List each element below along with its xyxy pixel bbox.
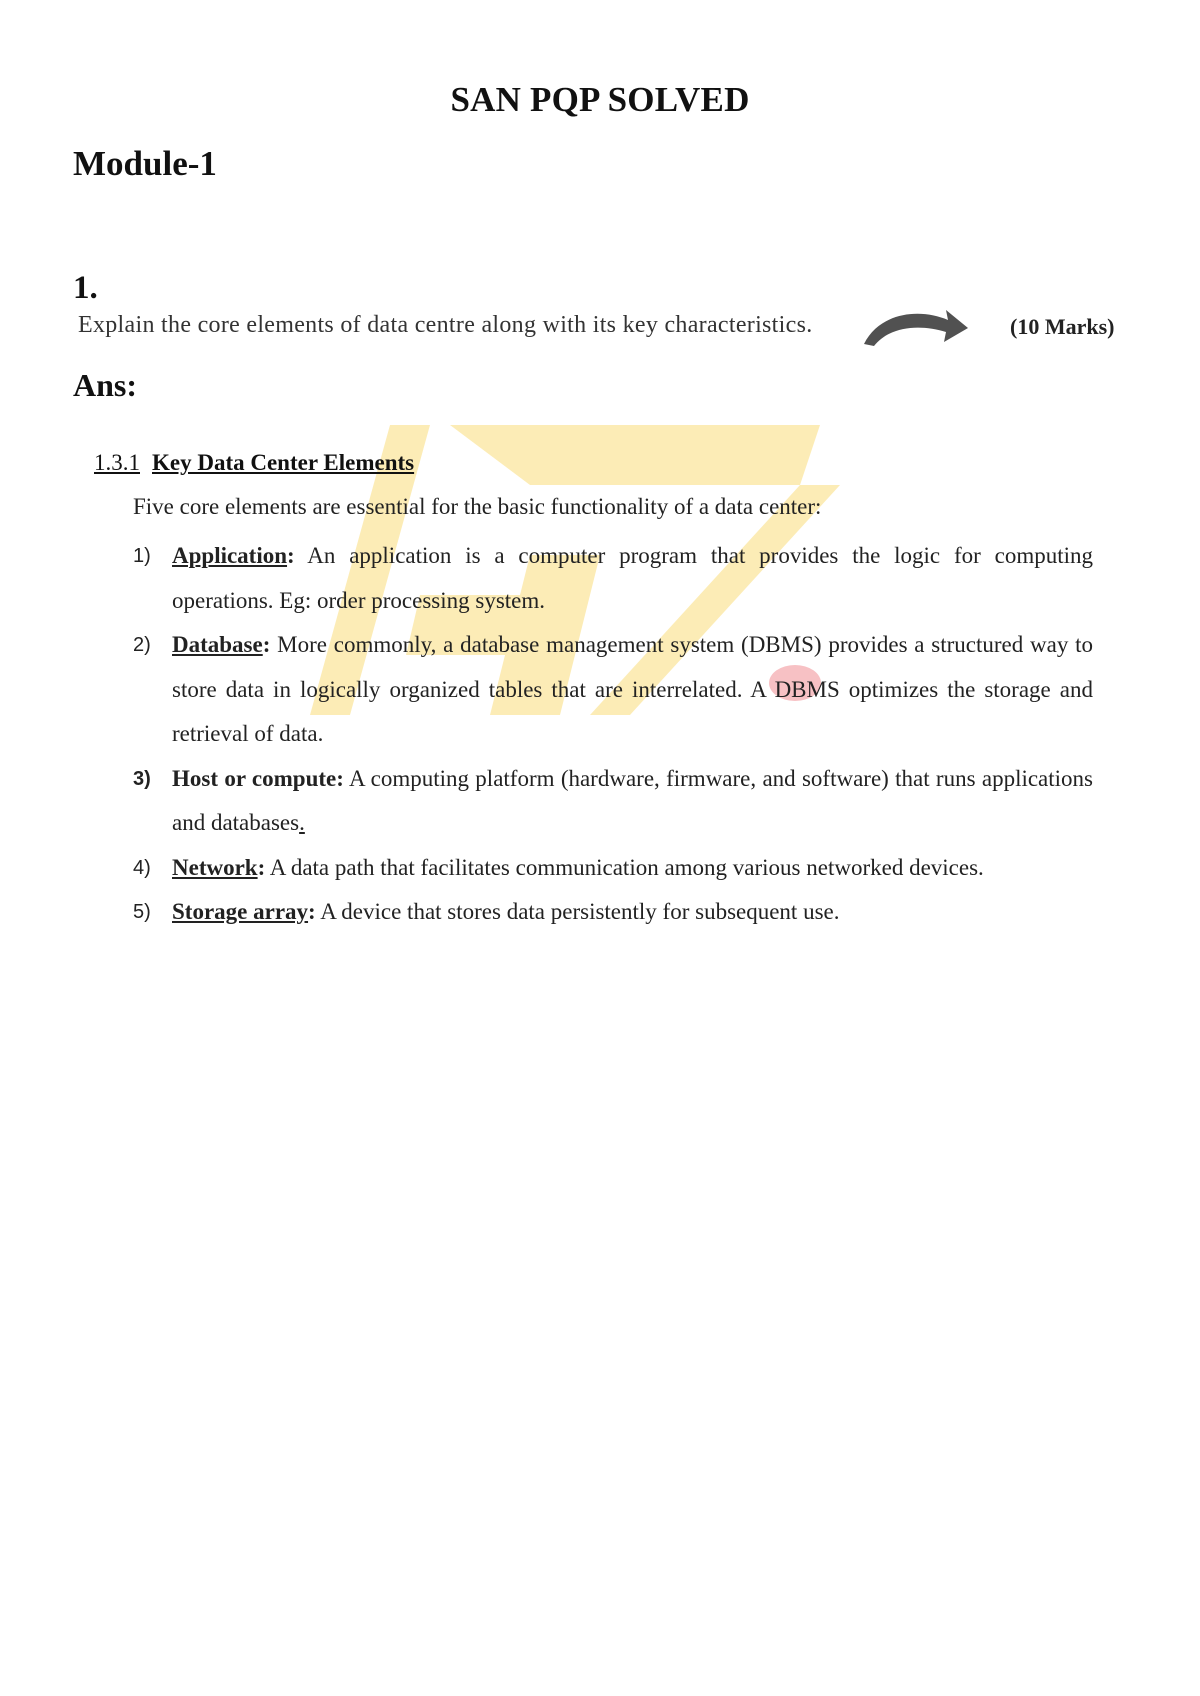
list-item: [133, 757, 1093, 846]
list-item: [133, 623, 1093, 757]
list-marker: 4): [133, 856, 151, 879]
answer-label: Ans:: [73, 367, 138, 403]
item-term: Storage array: [172, 899, 309, 924]
section-number: 1.3.1: [94, 450, 140, 475]
item-term: Application: [172, 543, 288, 568]
arrow-mark-icon: [860, 306, 970, 350]
item-colon: :: [262, 632, 271, 657]
item-term: Host or compute:: [172, 765, 344, 791]
module-heading: Module-1: [73, 144, 217, 183]
list-marker: 2): [133, 634, 151, 656]
item-term: Network: [172, 854, 258, 880]
list-item: [133, 534, 1093, 623]
list-marker: 3): [133, 767, 151, 790]
list-marker: 5): [133, 901, 151, 923]
section-title: Key Data Center Elements: [152, 450, 415, 475]
item-trailing: .: [299, 810, 305, 835]
question-number: 1.: [73, 270, 98, 306]
item-text: A computing platform (hardware, firmware, and software) that runs applications and databases: [172, 765, 1093, 835]
section-heading: [94, 450, 414, 476]
item-colon: :: [257, 854, 266, 880]
elements-list: [133, 534, 1093, 935]
list-marker: 1): [133, 545, 151, 567]
question-marks: (10 Marks): [1010, 314, 1115, 339]
item-text: An application is a computer program that provides the logic for computing operations. Eg: order processing system.: [172, 543, 1093, 613]
document-title: SAN PQP SOLVED: [450, 80, 750, 119]
item-text: A data path that facilitates communication among various networked devices.: [265, 854, 984, 880]
item-text: More commonly, a database management system (DBMS) provides a structured way to store data in logically organized tables that are interrelated. A DBMS optimizes the storage and retrieval of data.: [172, 632, 1093, 746]
item-term: Database: [172, 632, 263, 657]
item-colon: :: [308, 899, 316, 924]
intro-paragraph: Five core elements are essential for the basic functionality of a data center:: [133, 494, 822, 519]
item-colon: :: [287, 543, 295, 568]
list-item: [133, 846, 1093, 891]
item-text: A device that stores data persistently for subsequent use.: [315, 899, 840, 924]
list-item: [133, 890, 1093, 935]
question-text: Explain the core elements of data centre along with its key characteristics.: [78, 312, 813, 338]
